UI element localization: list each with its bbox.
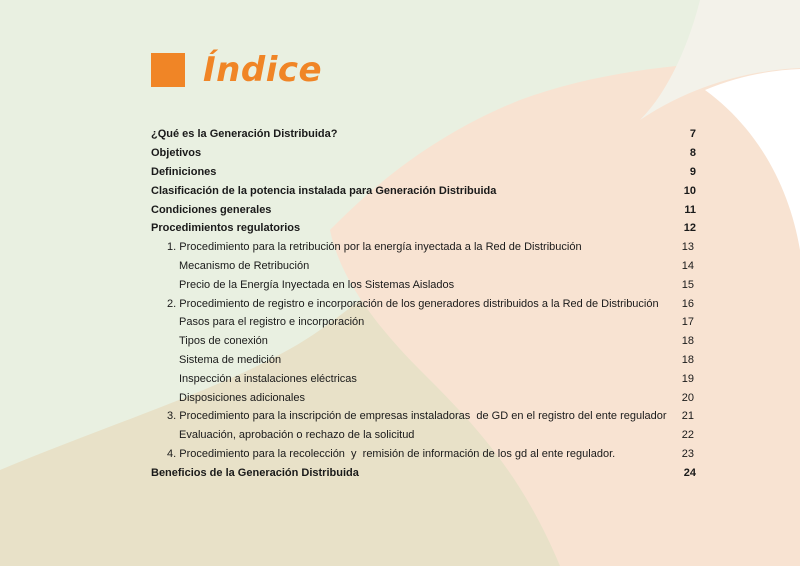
- toc-entry[interactable]: [151, 219, 696, 238]
- toc-entry-label: ¿Qué es la Generación Distribuida?: [151, 128, 338, 141]
- toc-entry[interactable]: [151, 125, 696, 144]
- toc-entry-label: Condiciones generales: [151, 203, 272, 216]
- toc-entry[interactable]: [151, 294, 696, 313]
- toc-entry-page: 23: [681, 447, 694, 460]
- toc-entry-page: 18: [681, 353, 694, 366]
- toc-entry-label: Mecanismo de Retribución: [179, 259, 310, 272]
- toc-entry[interactable]: [151, 351, 696, 370]
- toc-entry-page: 12: [683, 222, 696, 235]
- toc-entry-label: 1. Procedimiento para la retribución por la energía inyectada a la Red de Distribución: [167, 241, 582, 254]
- toc-entry-page: 10: [683, 184, 696, 197]
- toc-entry-page: 19: [681, 372, 694, 385]
- page-title: Índice: [203, 50, 323, 90]
- toc-entry-label: Precio de la Energía Inyectada en los Sistemas Aislados: [179, 278, 455, 291]
- toc-entry[interactable]: [151, 407, 696, 426]
- toc-entry[interactable]: [151, 144, 696, 163]
- toc-entry-page: 13: [681, 241, 694, 254]
- toc-entry-label: 4. Procedimiento para la recolección y remisión de información de los gd al ente regulador.: [167, 447, 616, 460]
- toc-entry-page: 18: [681, 335, 694, 348]
- toc-entry-label: Sistema de medición: [179, 353, 282, 366]
- toc-entry[interactable]: [151, 332, 696, 351]
- toc-entry-label: Inspección a instalaciones eléctricas: [179, 372, 357, 385]
- toc-entry-page: 17: [681, 316, 694, 329]
- toc-entry[interactable]: [151, 426, 696, 445]
- toc-entry[interactable]: [151, 313, 696, 332]
- toc-entry[interactable]: [151, 257, 696, 276]
- toc-entry-page: 21: [681, 410, 694, 423]
- toc-entry-page: 9: [689, 165, 696, 178]
- toc-entry[interactable]: [151, 181, 696, 200]
- toc-entry-page: 8: [689, 147, 696, 160]
- toc-entry-label: Tipos de conexión: [179, 335, 268, 348]
- title-square-icon: [151, 53, 185, 87]
- toc-entry-page: 20: [681, 391, 694, 404]
- toc-entry-page: 15: [681, 278, 694, 291]
- toc-entry-label: Beneficios de la Generación Distribuida: [151, 466, 359, 479]
- toc-entry[interactable]: [151, 463, 696, 482]
- toc-entry[interactable]: [151, 238, 696, 257]
- toc-entry-page: 14: [681, 259, 694, 272]
- toc-entry-page: 22: [681, 429, 694, 442]
- toc-entry-label: Pasos para el registro e incorporación: [179, 316, 365, 329]
- toc-entry[interactable]: [151, 445, 696, 464]
- toc-entry-label: Objetivos: [151, 147, 202, 160]
- toc-entry-page: 24: [683, 466, 696, 479]
- toc-entry-label: Procedimientos regulatorios: [151, 222, 301, 235]
- toc-entry-label: 3. Procedimiento para la inscripción de empresas instaladoras de GD en el registro del ente regulador: [167, 410, 667, 423]
- toc-entry-label: Definiciones: [151, 165, 217, 178]
- page-header: [151, 50, 322, 90]
- toc-entry[interactable]: [151, 163, 696, 182]
- toc-entry-page: 11: [684, 203, 696, 216]
- toc-entry-page: 16: [681, 297, 694, 310]
- toc-entry[interactable]: [151, 369, 696, 388]
- toc-entry-label: Clasificación de la potencia instalada para Generación Distribuida: [151, 184, 497, 197]
- toc-entry-label: Evaluación, aprobación o rechazo de la solicitud: [179, 429, 415, 442]
- toc-entry-label: 2. Procedimiento de registro e incorporación de los generadores distribuidos a la Red de Distribución: [167, 297, 659, 310]
- toc-entry[interactable]: [151, 200, 696, 219]
- toc-entry[interactable]: [151, 388, 696, 407]
- toc-entry-label: Disposiciones adicionales: [179, 391, 305, 404]
- toc-entry-page: 7: [689, 128, 696, 141]
- toc-entry[interactable]: [151, 275, 696, 294]
- table-of-contents: [151, 125, 696, 482]
